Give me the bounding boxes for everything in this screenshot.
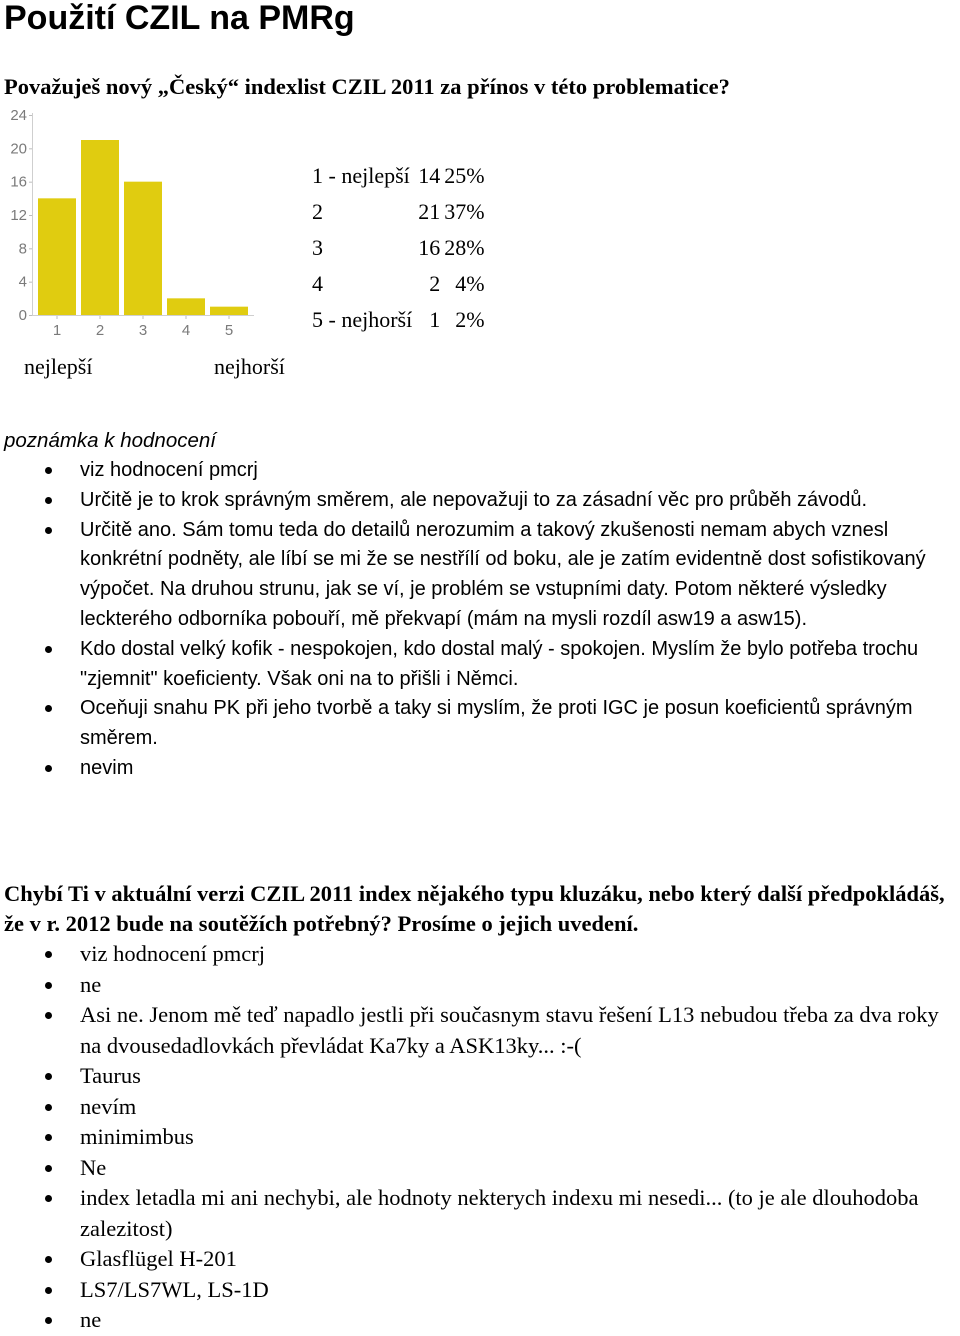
list-item: nevim — [0, 754, 960, 784]
comments-list — [0, 456, 960, 784]
result-label: 2 — [312, 199, 323, 224]
results-bar-chart — [4, 104, 264, 344]
x-tick-label: 3 — [138, 322, 148, 339]
result-count: 16 — [418, 235, 441, 260]
result-percent: 25% — [444, 163, 485, 188]
comments-label: poznámka k hodnocení — [4, 429, 216, 452]
list-item: viz hodnocení pmcrj — [0, 939, 960, 970]
result-percent: 2% — [455, 307, 485, 332]
result-row — [312, 302, 485, 338]
x-tick-label: 2 — [95, 322, 105, 339]
scale-low-label: nejlepší — [24, 354, 93, 379]
bar-3 — [124, 182, 162, 315]
answers-list — [0, 939, 960, 1336]
list-item: ne — [0, 1305, 960, 1336]
list-item: Kdo dostal velký kofik - nespokojen, kdo dostal malý - spokojen. Myslím že bylo potřeba trochu "zjemnit" koeficienty. Však oni na to přišli i Němci. — [0, 635, 960, 695]
result-label: 4 — [312, 271, 323, 296]
x-tick-label: 5 — [224, 322, 234, 339]
bar-2 — [81, 140, 119, 315]
result-row — [312, 230, 485, 266]
x-tick-label: 4 — [181, 322, 191, 339]
list-item: Ne — [0, 1153, 960, 1184]
result-count: 2 — [429, 271, 441, 296]
result-label: 5 - nejhorší — [312, 307, 413, 332]
result-percent: 37% — [444, 199, 485, 224]
list-item: viz hodnocení pmcrj — [0, 456, 960, 486]
y-tick-label: 24 — [10, 107, 27, 124]
result-percent: 28% — [444, 235, 485, 260]
bar-4 — [167, 298, 205, 315]
result-percent: 4% — [455, 271, 485, 296]
list-item: Taurus — [0, 1061, 960, 1092]
y-tick-label: 0 — [18, 307, 27, 324]
bar-5 — [210, 307, 248, 315]
list-item: Asi ne. Jenom mě teď napadlo jestli při současnym stavu řešení L13 nebudou třeba za dva roky na dvousedadlovkách převládat Ka7ky a ASK13ky... :-( — [0, 1000, 960, 1061]
list-item: nevím — [0, 1092, 960, 1123]
result-label: 3 — [312, 235, 323, 260]
results-table — [312, 158, 485, 338]
question-1-text: Považuješ nový „Český“ indexlist CZIL 2011 za přínos v této problematice? — [4, 74, 730, 99]
result-row — [312, 266, 485, 302]
list-item: Glasflügel H-201 — [0, 1244, 960, 1275]
question-2-text: Chybí Ti v aktuální verzi CZIL 2011 index nějakého typu kluzáku, nebo který další předpokládáš, že v r. 2012 bude na soutěžích potřebný? Prosíme o jejich uvedení. — [4, 881, 945, 936]
x-tick-label: 1 — [52, 322, 62, 339]
list-item: Určitě je to krok správným směrem, ale nepovažuji to za zásadní věc pro průběh závodů. — [0, 486, 960, 516]
result-count: 14 — [418, 163, 441, 188]
y-tick-label: 8 — [18, 240, 27, 258]
y-tick-label: 12 — [10, 207, 27, 224]
list-item: minimimbus — [0, 1122, 960, 1153]
bar-1 — [38, 198, 76, 315]
list-item: Oceňuji snahu PK při jeho tvorbě a taky si myslím, že proti IGC je posun koeficientů správným směrem. — [0, 694, 960, 754]
result-row — [312, 158, 485, 194]
y-tick-label: 16 — [10, 173, 27, 191]
list-item: Určitě ano. Sám tomu teda do detailů nerozumim a takový zkušenosti nemam abych vznesl konkrétní podněty, ale líbí se mi že se nestřílí od boku, ale je zatím evidentně dost sofistikovaný výpočet. Na druhou strunu, jak se ví, je problém se vstupními daty. Potom některé výsledky leckterého odborníka pobouří, mě překvapí (mám na mysli rozdíl asw19 a asw15). — [0, 516, 960, 635]
result-label: 1 - nejlepší — [312, 163, 410, 188]
scale-high-label: nejhorší — [214, 354, 285, 379]
result-row — [312, 194, 485, 230]
list-item: ne — [0, 970, 960, 1001]
page-title: Použití CZIL na PMRg — [4, 0, 355, 37]
result-count: 1 — [429, 307, 441, 332]
list-item: LS7/LS7WL, LS-1D — [0, 1275, 960, 1306]
y-tick-label: 20 — [10, 140, 27, 158]
result-count: 21 — [418, 199, 441, 224]
y-tick-label: 4 — [18, 273, 27, 291]
list-item: index letadla mi ani nechybi, ale hodnoty nekterych indexu mi nesedi... (to je ale dlouhodoba zalezitost) — [0, 1183, 960, 1244]
